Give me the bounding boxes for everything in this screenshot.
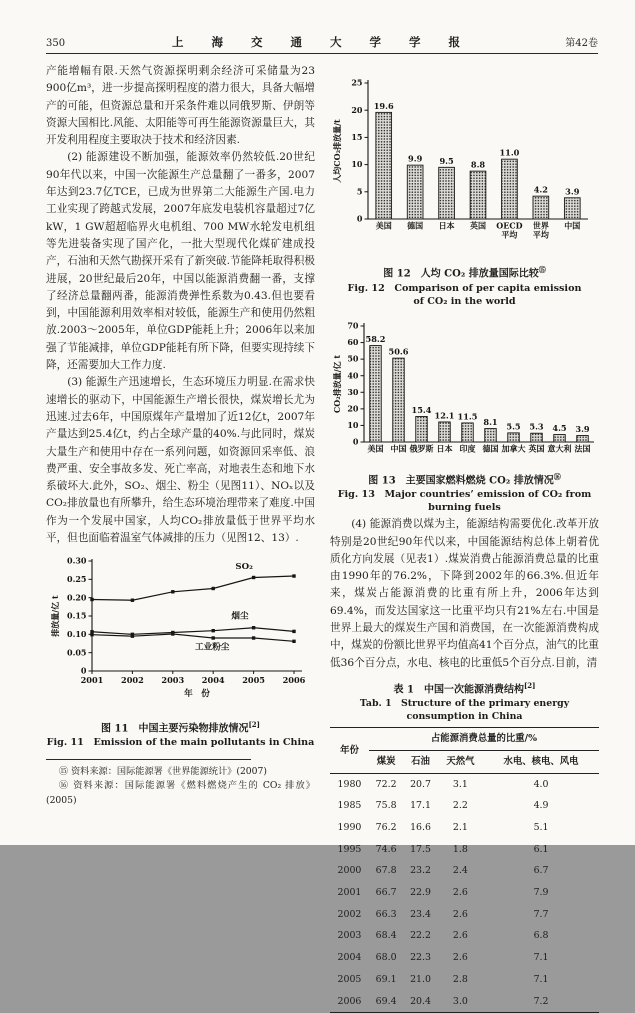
footnote-separator <box>46 759 251 760</box>
svg-text:工业粉尘: 工业粉尘 <box>195 643 230 654</box>
fig12-bar-chart <box>330 65 599 261</box>
table-cell: 6.1 <box>533 843 549 855</box>
table-cell: 2.6 <box>452 908 468 920</box>
svg-text:0: 0 <box>80 665 87 676</box>
svg-text:60: 60 <box>347 336 359 347</box>
figure-11 <box>46 549 315 749</box>
fig12-caption-en-line1: Fig. 12 Comparison of per capita emission <box>347 282 582 294</box>
table-cell: 2000 <box>337 865 362 877</box>
svg-text:5.5: 5.5 <box>506 421 521 432</box>
svg-text:烟尘: 烟尘 <box>231 611 249 622</box>
table-cell: 5.1 <box>533 822 549 834</box>
fig13-svg <box>330 310 602 462</box>
fig13-caption-cn <box>330 470 599 488</box>
paragraph-2: (2) 能源建设不断加强，能源效率仍然较低.20世纪90年代以来，中国一次能源生产总量翻了一番多，2007年达到23.7亿TCE，已成为世界第二大能源生产国.电力工业实现了跨越式发展，2007年底发电装机容量超过7亿kW，1 GW超超临界火电机组、700 MW水轮发电机组等先进装备实现了国产化，一批大型现代化煤矿建成投产，石油和天然气勘探开采有了新突破.节能降耗取得积极进展，20世纪最后20年，中国以能源消费翻一番，支撑了经济总量翻两番，能源消费弹性系数为0.43.但也要看到，中国能源利用效率相对较低，能源生产和使用仍然粗放.2003～2005年，单位GDP能耗上升；2006年以来加强了节能减排，单位GDP能耗有所下降，但要实现持续下降，还需要加大工作力度. <box>46 151 315 372</box>
paragraph-3: (3) 能源生产迅速增长，生态环境压力明显.在需求快速增长的驱动下，中国能源生产增长很快，煤炭增长尤为迅速.过去6年，中国原煤年产量增加了近12亿t，2007年产量达到25.4亿t，约占全球产量的40%.与此同时，煤炭大量生产和使用中存在一系列问题，如资源回采率低、浪费严重、安全事故多发、死亡率高，对地表生态和地下水系破坏大.此外，SO₂、烟尘、粉尘（见图11）、NOₓ以及CO₂排放量也有所攀升，给生态环境治理带来了难度.中国作为一个发展中国家，人均CO₂排放量低于世界平均水平，但也面临着温室气体减排的压力（见图12、13）. <box>46 376 315 545</box>
paragraph-continuation: 产能增幅有限.天然气资源探明剩余经济可采储量为23 900亿m³，进一步提高探明程度的潜力很大，具备大幅增产的可能，但资源总量和开采条件难以同俄罗斯、伊朗等资源大国相比.风能、太阳能等可再生能源资源量巨大，其开发利用程度主要取决于技术和经济因素. <box>46 65 315 147</box>
table1-subcol-header: 水电、核电、风电 <box>483 750 599 773</box>
table-cell: 7.1 <box>533 952 549 964</box>
table-cell: 66.3 <box>375 908 397 920</box>
svg-text:0.20: 0.20 <box>67 592 87 603</box>
svg-text:5: 5 <box>356 186 363 197</box>
table-cell: 20.7 <box>410 778 431 790</box>
svg-text:3.9: 3.9 <box>565 186 580 197</box>
volume-label: 第42卷 <box>565 38 598 49</box>
fig11-line-chart <box>46 549 315 715</box>
fig12-caption-cn <box>330 263 599 281</box>
svg-text:25: 25 <box>351 77 363 88</box>
svg-text:日本: 日本 <box>438 220 455 231</box>
svg-text:30: 30 <box>347 386 359 397</box>
svg-text:10: 10 <box>351 159 363 170</box>
svg-text:年 份: 年 份 <box>184 689 210 700</box>
table-cell: 3.0 <box>452 995 468 1007</box>
svg-text:70: 70 <box>347 320 359 331</box>
table-row <box>330 795 599 817</box>
table1-subcol-header: 石油 <box>403 750 437 773</box>
table-cell: 2.6 <box>452 887 468 899</box>
table-cell: 23.2 <box>410 865 431 877</box>
svg-text:8.8: 8.8 <box>470 159 486 170</box>
svg-text:意大利: 意大利 <box>547 443 572 454</box>
paragraph-4: (4) 能源消费以煤为主，能源结构需要优化.改革开放特别是20世纪90年代以来，中国能源结构总体上朝着优质化方向发展（见表1）.煤炭消费占能源消费总量的比重由1990年的76.2%，下降到2002年的66.3%.但近年来，煤炭占能源消费的比重有所上升，2006年达到69.4%，而发达国家这一比重平均只有21%左右.中国是世界上最大的煤炭生产国和消费国，在一次能源消费构成中，煤炭的份额比世界平均值高41个百分点，油气的比重低36个百分点，水电、核电的比重低5个百分点.目前，清 <box>330 518 599 669</box>
table-cell: 2.6 <box>452 930 468 942</box>
table-cell: 1.8 <box>452 843 468 855</box>
fig12-caption-ref: ⑮ <box>538 265 546 275</box>
svg-text:11.5: 11.5 <box>457 411 478 422</box>
table-cell: 1995 <box>337 843 362 855</box>
table-cell: 69.1 <box>375 973 397 985</box>
svg-text:0.10: 0.10 <box>67 629 87 640</box>
table-cell: 2001 <box>337 887 362 899</box>
table-cell: 7.7 <box>533 908 549 920</box>
svg-text:俄罗斯: 俄罗斯 <box>409 443 434 454</box>
svg-text:2005: 2005 <box>242 675 265 686</box>
svg-text:0.15: 0.15 <box>67 610 87 621</box>
fig11-caption-en: Fig. 11 Emission of the main pollutants in China <box>46 736 315 748</box>
svg-text:50.6: 50.6 <box>388 346 409 357</box>
table1-header-row1 <box>330 728 599 751</box>
svg-text:15.4: 15.4 <box>411 404 432 415</box>
svg-text:50: 50 <box>347 353 359 364</box>
svg-text:美国: 美国 <box>375 220 392 231</box>
table-cell: 68.4 <box>375 930 397 942</box>
svg-text:11.0: 11.0 <box>499 147 520 158</box>
table-row <box>330 947 599 969</box>
table1-head <box>330 728 599 773</box>
table-row <box>330 990 599 1012</box>
fig11-caption-cn-text: 图 11 中国主要污染物排放情况 <box>101 722 249 734</box>
table-cell: 4.9 <box>533 800 549 812</box>
svg-text:4.5: 4.5 <box>552 422 567 433</box>
svg-text:10: 10 <box>347 419 359 430</box>
svg-text:9.9: 9.9 <box>408 153 423 164</box>
table-cell: 2003 <box>337 930 362 942</box>
svg-text:2006: 2006 <box>282 675 306 686</box>
table-cell: 2.6 <box>452 952 468 964</box>
table-cell: 22.2 <box>410 930 431 942</box>
fig11-caption-ref: [2] <box>248 719 260 729</box>
svg-text:0.05: 0.05 <box>67 647 87 658</box>
table-cell: 3.1 <box>452 778 468 790</box>
table-cell: 6.8 <box>533 930 549 942</box>
svg-text:20: 20 <box>347 403 359 414</box>
fig13-caption-cn-text: 图 13 主要国家燃料燃烧 CO₂ 排放情况 <box>368 475 554 487</box>
svg-text:0.30: 0.30 <box>67 555 87 566</box>
table-cell: 1980 <box>337 778 362 790</box>
table1 <box>330 727 599 1013</box>
figure-13 <box>330 310 599 515</box>
two-column-body <box>46 63 598 1013</box>
svg-text:40: 40 <box>347 369 359 380</box>
table-cell: 2.1 <box>452 822 468 834</box>
svg-text:排放量/亿 t: 排放量/亿 t <box>50 595 60 638</box>
table-cell: 23.4 <box>410 908 431 920</box>
svg-text:19.6: 19.6 <box>373 100 394 111</box>
table-cell: 17.1 <box>410 800 431 812</box>
svg-text:SO₂: SO₂ <box>235 562 253 573</box>
svg-text:印度: 印度 <box>459 443 476 454</box>
journal-title: 上 海 交 通 大 学 学 报 <box>171 35 473 49</box>
table-cell: 1985 <box>337 800 362 812</box>
table1-header-group: 占能源消费总量的比重/% <box>369 728 599 751</box>
svg-text:中国: 中国 <box>390 443 407 454</box>
table-row <box>330 817 599 839</box>
svg-text:2002: 2002 <box>121 675 144 686</box>
table-cell: 2.2 <box>452 800 468 812</box>
left-column <box>46 63 315 1013</box>
table-cell: 16.6 <box>410 822 431 834</box>
svg-text:英国: 英国 <box>528 443 545 454</box>
svg-text:CO₂排放量/亿 t: CO₂排放量/亿 t <box>332 354 342 413</box>
svg-text:20: 20 <box>351 104 363 115</box>
table1-caption-cn-text: 表 1 中国一次能源消费结构 <box>393 684 524 696</box>
svg-text:58.2: 58.2 <box>365 333 386 344</box>
svg-text:0: 0 <box>352 436 359 447</box>
svg-text:平均: 平均 <box>532 229 549 240</box>
table-cell: 66.7 <box>375 887 397 899</box>
table1-body <box>330 773 599 1012</box>
fig12-caption-cn-text: 图 12 人均 CO₂ 排放量国际比较 <box>383 268 539 280</box>
footnote-16: ⑯ 资料来源：国际能源署《燃料燃烧产生的 CO₂ 排放》(2005) <box>46 780 315 806</box>
fig11-caption-cn <box>46 718 315 736</box>
svg-text:日本: 日本 <box>436 443 453 454</box>
table1-caption-ref: [2] <box>523 680 536 690</box>
table-row <box>330 860 599 882</box>
table-cell: 69.4 <box>375 995 397 1007</box>
table1-subcol-header: 煤炭 <box>369 750 403 773</box>
table-cell: 2002 <box>337 908 362 920</box>
table-row <box>330 882 599 904</box>
table-cell: 17.5 <box>410 843 431 855</box>
svg-text:加拿大: 加拿大 <box>501 443 526 454</box>
footnotes <box>46 765 315 809</box>
fig12-caption-en-line2: of CO₂ in the world <box>413 295 516 307</box>
table1-header-year: 年份 <box>330 728 369 773</box>
table-cell: 2004 <box>337 952 362 964</box>
table-cell: 20.4 <box>410 995 431 1007</box>
table-cell: 67.8 <box>375 865 397 877</box>
svg-text:美国: 美国 <box>367 443 384 454</box>
fig13-bar-chart <box>330 310 599 468</box>
svg-text:8.1: 8.1 <box>483 416 498 427</box>
table-cell: 7.2 <box>533 995 549 1007</box>
svg-text:0: 0 <box>356 213 363 224</box>
svg-text:15: 15 <box>351 132 363 142</box>
table1-subcol-header: 天然气 <box>438 750 483 773</box>
table1-caption-cn <box>330 678 599 697</box>
svg-text:2003: 2003 <box>161 675 185 686</box>
table-row <box>330 839 599 861</box>
page-header <box>46 34 598 54</box>
table-row <box>330 925 599 947</box>
svg-text:德国: 德国 <box>407 220 424 231</box>
svg-text:3.9: 3.9 <box>575 423 590 434</box>
fig13-caption-en: Fig. 13 Major countries’ emission of CO₂ from burning fuels <box>337 489 592 514</box>
svg-text:法国: 法国 <box>574 443 591 454</box>
table-cell: 7.9 <box>533 887 549 899</box>
table-row <box>330 969 599 991</box>
table-cell: 4.0 <box>533 778 549 790</box>
fig11-svg <box>46 549 318 709</box>
table-cell: 72.2 <box>375 778 397 790</box>
svg-text:9.5: 9.5 <box>439 155 454 166</box>
fig12-svg <box>330 65 602 255</box>
fig13-caption-ref: ⑯ <box>553 471 561 481</box>
svg-text:2001: 2001 <box>80 675 104 686</box>
svg-text:5.3: 5.3 <box>529 421 544 432</box>
figure-12 <box>330 65 599 308</box>
table-row <box>330 904 599 926</box>
svg-text:OECD: OECD <box>496 220 523 231</box>
table1-header-row2 <box>330 750 599 773</box>
svg-text:英国: 英国 <box>470 220 486 231</box>
table-cell: 7.1 <box>533 973 549 985</box>
table-cell: 1990 <box>337 822 362 834</box>
svg-text:平均: 平均 <box>501 229 518 240</box>
table-cell: 22.3 <box>410 952 431 964</box>
table-cell: 68.0 <box>375 952 397 964</box>
svg-text:12.1: 12.1 <box>434 410 455 421</box>
table-cell: 74.6 <box>375 843 397 855</box>
table-cell: 2006 <box>337 995 362 1007</box>
table-cell: 75.8 <box>375 800 397 812</box>
right-column <box>330 63 599 1013</box>
table-cell: 6.7 <box>533 865 549 877</box>
page-number: 350 <box>46 38 66 49</box>
table-cell: 76.2 <box>375 822 397 834</box>
table-cell: 21.0 <box>410 973 431 985</box>
svg-text:德国: 德国 <box>482 443 499 454</box>
table1-caption-en: Tab. 1 Structure of the primary energy consumption in China <box>359 698 570 723</box>
svg-text:中国: 中国 <box>564 220 581 231</box>
svg-text:世界: 世界 <box>532 220 549 231</box>
table-cell: 22.9 <box>410 887 431 899</box>
svg-text:0.25: 0.25 <box>67 574 87 585</box>
footnote-15: ⑮ 资料来源：国际能源署《世界能源统计》(2007) <box>58 765 267 777</box>
table-cell: 2005 <box>337 973 362 985</box>
svg-text:人均CO₂排放量/t: 人均CO₂排放量/t <box>332 119 342 183</box>
table-row <box>330 773 599 795</box>
svg-text:2004: 2004 <box>201 675 225 686</box>
svg-text:4.2: 4.2 <box>533 184 548 195</box>
table-cell: 2.4 <box>452 865 468 877</box>
table-cell: 2.8 <box>452 973 468 985</box>
